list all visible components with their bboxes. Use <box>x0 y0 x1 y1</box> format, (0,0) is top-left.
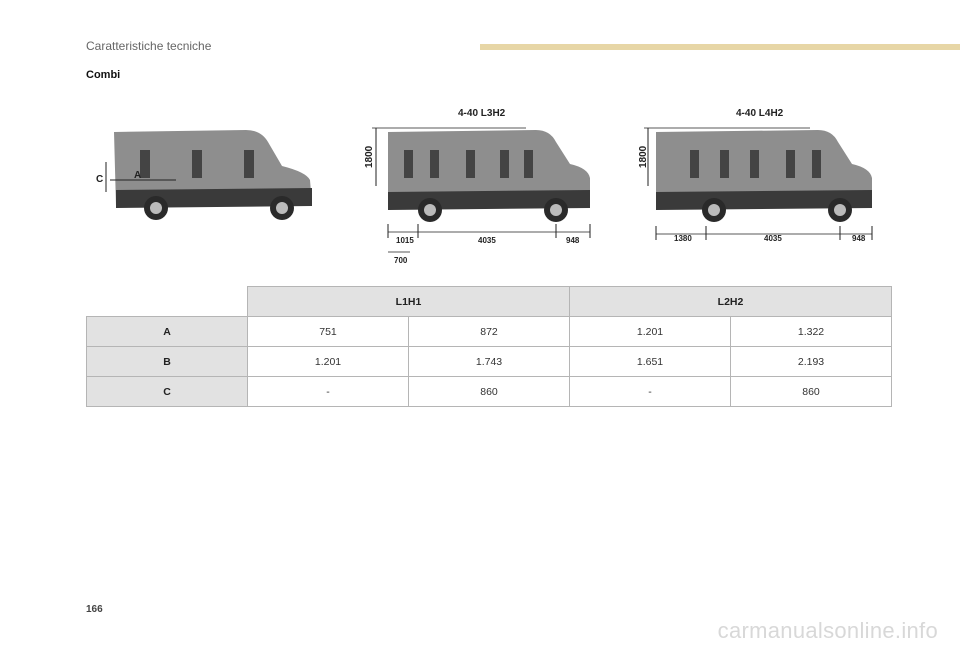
page-number: 166 <box>86 604 103 615</box>
van-illustration <box>640 106 880 246</box>
row-header-c: C <box>87 377 248 407</box>
row-header-a: A <box>87 317 248 347</box>
table-cell: 860 <box>409 377 570 407</box>
table-cell: 1.743 <box>409 347 570 377</box>
dim-front-overhang: 948 <box>566 236 580 245</box>
table-cell: 1.322 <box>731 317 892 347</box>
van-diagram-l3h2 <box>366 106 596 266</box>
watermark: carmanualsonline.info <box>717 618 938 643</box>
header-accent-bar <box>480 44 960 50</box>
column-header-l2h2: L2H2 <box>570 287 892 317</box>
column-header-l1h1: L1H1 <box>248 287 570 317</box>
table-row <box>87 377 892 407</box>
table-corner <box>87 287 248 317</box>
van-diagram-l1h1 <box>96 122 318 222</box>
table-cell: 1.201 <box>570 317 731 347</box>
van-illustration <box>96 122 318 222</box>
dim-front-overhang: 948 <box>852 234 866 243</box>
table-cell: - <box>570 377 731 407</box>
table-cell: - <box>248 377 409 407</box>
table-cell: 751 <box>248 317 409 347</box>
van-label: 4-40 L4H2 <box>736 108 784 119</box>
row-header-b: B <box>87 347 248 377</box>
dimension-label-a: A <box>134 170 142 181</box>
dimensions-table <box>86 286 892 407</box>
page-section-title: Caratteristiche tecniche <box>86 39 212 53</box>
van-diagram-l4h2 <box>640 106 880 246</box>
dim-rear-overhang: 1015 <box>396 236 414 245</box>
table-cell: 872 <box>409 317 570 347</box>
dim-wheelbase: 4035 <box>764 234 782 243</box>
table-cell: 860 <box>731 377 892 407</box>
height-label: 1800 <box>364 145 375 168</box>
van-label: 4-40 L3H2 <box>458 108 506 119</box>
table-row <box>87 317 892 347</box>
table-cell: 1.651 <box>570 347 731 377</box>
table-cell: 1.201 <box>248 347 409 377</box>
dim-rear-overhang: 1380 <box>674 234 692 243</box>
table-cell: 2.193 <box>731 347 892 377</box>
table-header-row <box>87 287 892 317</box>
dim-wheelbase: 4035 <box>478 236 496 245</box>
table-row <box>87 347 892 377</box>
height-label: 1800 <box>638 145 649 168</box>
combi-heading: Combi <box>86 69 121 81</box>
dimension-label-c: C <box>96 174 104 185</box>
dim-step: 700 <box>394 256 408 265</box>
